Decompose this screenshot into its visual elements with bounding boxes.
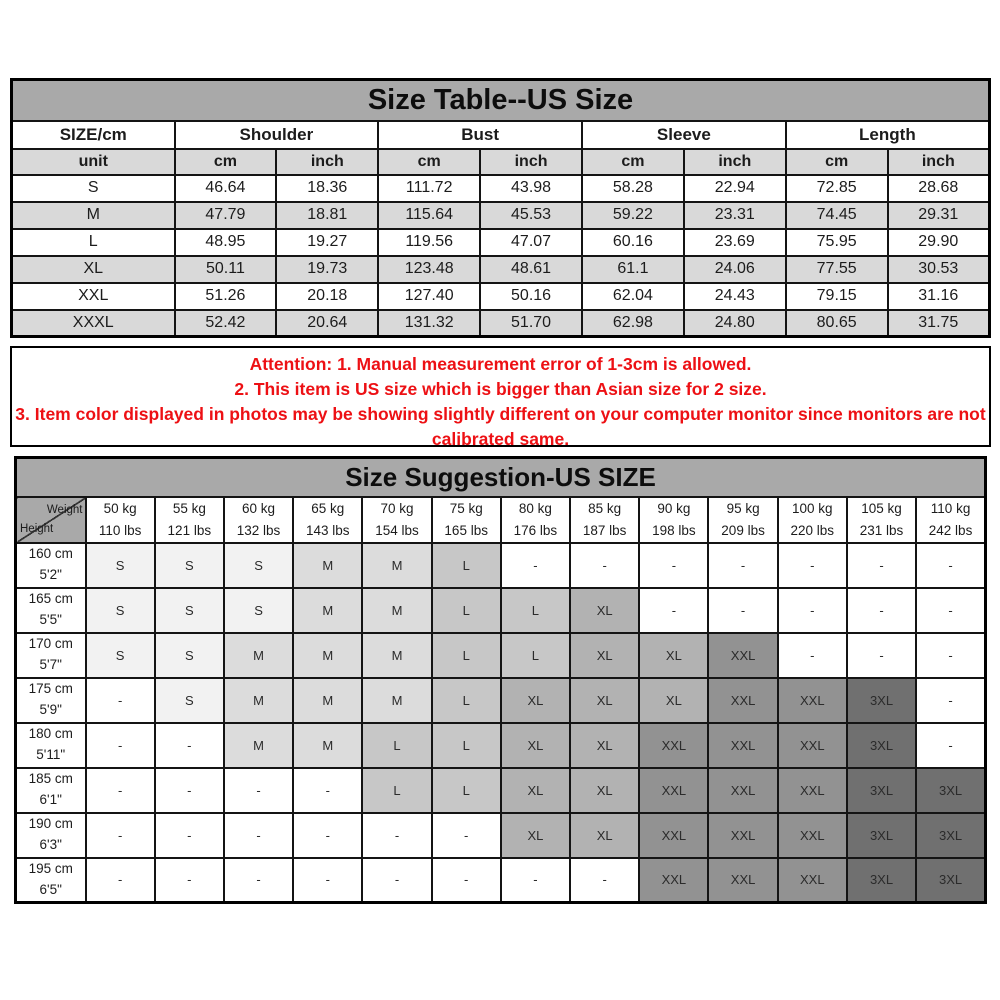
suggested-size-cell: XL — [570, 768, 639, 813]
unit-inch: inch — [480, 149, 582, 175]
size-row-xl — [12, 256, 990, 283]
column-group-length: Length — [786, 121, 990, 149]
measurement-cell: 59.22 — [582, 202, 684, 229]
size-suggestion-table — [14, 456, 987, 904]
empty-cell: - — [916, 588, 985, 633]
size-label: M — [12, 202, 175, 229]
measurement-cell: 24.43 — [684, 283, 786, 310]
height-ft: 5'2" — [39, 567, 62, 582]
weight-header-cell — [224, 497, 293, 543]
height-ft: 5'11" — [36, 747, 66, 762]
empty-cell: - — [916, 678, 985, 723]
measurement-cell: 24.06 — [684, 256, 786, 283]
size-row-xxxl — [12, 310, 990, 337]
weight-kg: 60 kg — [242, 500, 276, 516]
height-row-170 — [16, 633, 986, 678]
size-column-header: SIZE/cm — [12, 121, 175, 149]
suggested-size-cell: L — [432, 678, 501, 723]
empty-cell: - — [639, 543, 708, 588]
measurement-cell: 115.64 — [378, 202, 480, 229]
measurement-cell: 52.42 — [175, 310, 277, 337]
weight-lbs: 143 lbs — [305, 522, 350, 538]
size-label: L — [12, 229, 175, 256]
empty-cell: - — [224, 813, 293, 858]
empty-cell: - — [778, 543, 847, 588]
measurement-cell: 43.98 — [480, 175, 582, 202]
weight-header-cell — [432, 497, 501, 543]
suggested-size-cell: XXL — [708, 678, 777, 723]
empty-cell: - — [362, 858, 431, 903]
empty-cell: - — [432, 858, 501, 903]
suggested-size-cell: M — [293, 678, 362, 723]
measurement-cell: 48.61 — [480, 256, 582, 283]
measurement-cell: 20.64 — [276, 310, 378, 337]
weight-header-cell — [86, 497, 155, 543]
suggested-size-cell: S — [86, 588, 155, 633]
suggested-size-cell: M — [293, 588, 362, 633]
empty-cell: - — [155, 768, 224, 813]
measurement-cell: 127.40 — [378, 283, 480, 310]
column-group-sleeve: Sleeve — [582, 121, 786, 149]
suggested-size-cell: XXL — [639, 768, 708, 813]
suggested-size-cell: XXL — [778, 813, 847, 858]
weight-kg: 110 kg — [930, 500, 971, 516]
weight-lbs: 132 lbs — [236, 522, 281, 538]
suggested-size-cell: L — [432, 723, 501, 768]
empty-cell: - — [224, 768, 293, 813]
size-table-header-row — [12, 121, 990, 149]
unit-cm: cm — [786, 149, 888, 175]
suggested-size-cell: 3XL — [916, 858, 985, 903]
height-row-165 — [16, 588, 986, 633]
empty-cell: - — [86, 768, 155, 813]
size-row-l — [12, 229, 990, 256]
measurement-cell: 23.69 — [684, 229, 786, 256]
measurement-cell: 47.07 — [480, 229, 582, 256]
suggested-size-cell: 3XL — [847, 723, 916, 768]
weight-header-cell — [155, 497, 224, 543]
suggested-size-cell: 3XL — [847, 768, 916, 813]
empty-cell: - — [432, 813, 501, 858]
attention-line-2: 2. This item is US size which is bigger than Asian size for 2 size. — [234, 379, 767, 399]
measurement-cell: 31.16 — [888, 283, 990, 310]
attention-line-3: 3. Item color displayed in photos may be showing slightly different on your computer monitor since monitors are not calibrated same. — [15, 404, 986, 449]
suggested-size-cell: XL — [501, 768, 570, 813]
measurement-cell: 62.04 — [582, 283, 684, 310]
height-cm: 185 cm — [28, 771, 73, 787]
suggested-size-cell: XXL — [778, 723, 847, 768]
weight-kg: 100 kg — [792, 500, 833, 516]
measurement-cell: 24.80 — [684, 310, 786, 337]
height-ft: 6'3" — [39, 837, 62, 852]
suggested-size-cell: S — [224, 588, 293, 633]
measurement-cell: 23.31 — [684, 202, 786, 229]
attention-note — [10, 346, 991, 447]
suggested-size-cell: M — [362, 633, 431, 678]
suggested-size-cell: 3XL — [847, 678, 916, 723]
unit-cm: cm — [175, 149, 277, 175]
measurement-cell: 51.70 — [480, 310, 582, 337]
size-table — [10, 78, 991, 338]
measurement-cell: 58.28 — [582, 175, 684, 202]
empty-cell: - — [570, 543, 639, 588]
weight-header-row — [16, 497, 986, 543]
suggested-size-cell: 3XL — [847, 813, 916, 858]
weight-lbs: 110 lbs — [98, 522, 142, 538]
measurement-cell: 74.45 — [786, 202, 888, 229]
size-row-m — [12, 202, 990, 229]
height-cm: 190 cm — [28, 816, 73, 832]
attention-line-1: Attention: 1. Manual measurement error of 1-3cm is allowed. — [249, 354, 752, 374]
suggested-size-cell: XXL — [778, 678, 847, 723]
measurement-cell: 29.90 — [888, 229, 990, 256]
measurement-cell: 30.53 — [888, 256, 990, 283]
suggested-size-cell: S — [86, 633, 155, 678]
measurement-cell: 50.16 — [480, 283, 582, 310]
unit-cm: cm — [378, 149, 480, 175]
unit-inch: inch — [276, 149, 378, 175]
height-ft: 5'9" — [39, 702, 62, 717]
suggested-size-cell: S — [224, 543, 293, 588]
height-ft: 5'5" — [39, 612, 62, 627]
height-label — [16, 678, 86, 723]
size-table-title-row — [12, 80, 990, 121]
weight-header-cell — [778, 497, 847, 543]
height-row-180 — [16, 723, 986, 768]
unit-inch: inch — [888, 149, 990, 175]
suggested-size-cell: XXL — [708, 723, 777, 768]
height-label — [16, 633, 86, 678]
weight-header-cell — [708, 497, 777, 543]
empty-cell: - — [224, 858, 293, 903]
empty-cell: - — [708, 588, 777, 633]
measurement-cell: 119.56 — [378, 229, 480, 256]
height-label — [16, 723, 86, 768]
size-label: XXL — [12, 283, 175, 310]
empty-cell: - — [293, 813, 362, 858]
weight-kg: 55 kg — [172, 500, 206, 516]
measurement-cell: 28.68 — [888, 175, 990, 202]
measurement-cell: 22.94 — [684, 175, 786, 202]
suggested-size-cell: XL — [570, 813, 639, 858]
weight-kg: 80 kg — [518, 500, 552, 516]
weight-lbs: 176 lbs — [513, 522, 558, 538]
height-label — [16, 813, 86, 858]
suggested-size-cell: 3XL — [847, 858, 916, 903]
measurement-cell: 111.72 — [378, 175, 480, 202]
suggested-size-cell: XL — [570, 678, 639, 723]
empty-cell: - — [570, 858, 639, 903]
measurement-cell: 79.15 — [786, 283, 888, 310]
height-label — [16, 588, 86, 633]
empty-cell: - — [778, 588, 847, 633]
height-row-175 — [16, 678, 986, 723]
measurement-cell: 47.79 — [175, 202, 277, 229]
weight-header-cell — [501, 497, 570, 543]
empty-cell: - — [916, 723, 985, 768]
weight-kg: 50 kg — [103, 500, 137, 516]
suggested-size-cell: S — [155, 678, 224, 723]
height-cm: 195 cm — [28, 860, 73, 876]
suggested-size-cell: XXL — [639, 858, 708, 903]
weight-lbs: 209 lbs — [721, 522, 765, 538]
height-ft: 6'5" — [39, 881, 62, 897]
suggested-size-cell: S — [86, 543, 155, 588]
height-label — [16, 858, 86, 903]
suggested-size-cell: M — [293, 543, 362, 588]
suggested-size-cell: XXL — [639, 723, 708, 768]
measurement-cell: 61.1 — [582, 256, 684, 283]
suggested-size-cell: M — [224, 678, 293, 723]
unit-label: unit — [12, 149, 175, 175]
suggested-size-cell: L — [432, 588, 501, 633]
empty-cell: - — [86, 813, 155, 858]
suggested-size-cell: XXL — [778, 858, 847, 903]
suggested-size-cell: L — [501, 588, 570, 633]
height-row-195 — [16, 858, 986, 903]
measurement-cell: 50.11 — [175, 256, 277, 283]
empty-cell: - — [86, 723, 155, 768]
empty-cell: - — [639, 588, 708, 633]
suggested-size-cell: XXL — [778, 768, 847, 813]
empty-cell: - — [362, 813, 431, 858]
suggested-size-cell: XL — [639, 678, 708, 723]
column-group-bust: Bust — [378, 121, 582, 149]
measurement-cell: 131.32 — [378, 310, 480, 337]
suggested-size-cell: M — [224, 633, 293, 678]
weight-kg: 75 kg — [449, 500, 483, 516]
empty-cell: - — [847, 588, 916, 633]
measurement-cell: 80.65 — [786, 310, 888, 337]
weight-header-cell — [570, 497, 639, 543]
measurement-cell: 72.85 — [786, 175, 888, 202]
unit-inch: inch — [684, 149, 786, 175]
weight-header-cell — [293, 497, 362, 543]
empty-cell: - — [293, 768, 362, 813]
height-row-160 — [16, 543, 986, 588]
weight-header-cell — [362, 497, 431, 543]
empty-cell: - — [501, 543, 570, 588]
corner-height-label: Height — [20, 523, 54, 536]
weight-lbs: 121 lbs — [167, 522, 212, 538]
empty-cell: - — [155, 813, 224, 858]
measurement-cell: 20.18 — [276, 283, 378, 310]
corner-weight-label: Weight — [46, 503, 83, 516]
measurement-cell: 62.98 — [582, 310, 684, 337]
suggested-size-cell: S — [155, 588, 224, 633]
measurement-cell: 19.73 — [276, 256, 378, 283]
suggested-size-cell: M — [362, 543, 431, 588]
weight-kg: 105 kg — [861, 500, 902, 516]
suggested-size-cell: XXL — [708, 633, 777, 678]
height-ft: 5'7" — [39, 657, 62, 672]
suggested-size-cell: XL — [501, 813, 570, 858]
weight-lbs: 154 lbs — [375, 522, 419, 538]
empty-cell: - — [916, 543, 985, 588]
unit-row — [12, 149, 990, 175]
empty-cell: - — [847, 543, 916, 588]
weight-lbs: 187 lbs — [582, 522, 627, 538]
empty-cell: - — [916, 633, 985, 678]
suggested-size-cell: M — [293, 723, 362, 768]
suggested-size-cell: M — [224, 723, 293, 768]
height-cm: 180 cm — [28, 726, 73, 742]
weight-lbs: 242 lbs — [928, 522, 973, 538]
measurement-cell: 60.16 — [582, 229, 684, 256]
suggested-size-cell: S — [155, 633, 224, 678]
suggested-size-cell: L — [432, 633, 501, 678]
weight-kg: 65 kg — [311, 500, 345, 516]
suggested-size-cell: XL — [639, 633, 708, 678]
measurement-cell: 77.55 — [786, 256, 888, 283]
size-table-title: Size Table--US Size — [12, 80, 990, 121]
measurement-cell: 75.95 — [786, 229, 888, 256]
suggested-size-cell: XXL — [708, 768, 777, 813]
size-label: XL — [12, 256, 175, 283]
measurement-cell: 18.81 — [276, 202, 378, 229]
weight-header-cell — [847, 497, 916, 543]
empty-cell: - — [778, 633, 847, 678]
suggested-size-cell: L — [501, 633, 570, 678]
suggested-size-cell: XXL — [708, 813, 777, 858]
empty-cell: - — [155, 858, 224, 903]
size-suggestion-title: Size Suggestion-US SIZE — [16, 458, 986, 497]
suggested-size-cell: M — [293, 633, 362, 678]
weight-height-corner-cell — [16, 497, 86, 543]
empty-cell: - — [155, 723, 224, 768]
suggested-size-cell: M — [362, 588, 431, 633]
weight-kg: 85 kg — [588, 500, 622, 516]
measurement-cell: 51.26 — [175, 283, 277, 310]
measurement-cell: 46.64 — [175, 175, 277, 202]
size-row-xxl — [12, 283, 990, 310]
weight-kg: 70 kg — [380, 500, 414, 516]
empty-cell: - — [847, 633, 916, 678]
weight-lbs: 220 lbs — [790, 522, 835, 538]
size-label: XXXL — [12, 310, 175, 337]
measurement-cell: 48.95 — [175, 229, 277, 256]
empty-cell: - — [86, 678, 155, 723]
suggested-size-cell: XL — [501, 723, 570, 768]
suggested-size-cell: XL — [570, 723, 639, 768]
unit-cm: cm — [582, 149, 684, 175]
empty-cell: - — [501, 858, 570, 903]
suggested-size-cell: 3XL — [916, 813, 985, 858]
suggested-size-cell: XXL — [639, 813, 708, 858]
measurement-cell: 123.48 — [378, 256, 480, 283]
suggested-size-cell: 3XL — [916, 768, 985, 813]
height-row-190 — [16, 813, 986, 858]
weight-header-cell — [916, 497, 985, 543]
suggested-size-cell: XXL — [708, 858, 777, 903]
height-row-185 — [16, 768, 986, 813]
measurement-cell: 19.27 — [276, 229, 378, 256]
height-cm: 175 cm — [28, 681, 73, 697]
weight-lbs: 198 lbs — [652, 522, 696, 538]
height-cm: 165 cm — [28, 591, 73, 607]
measurement-cell: 29.31 — [888, 202, 990, 229]
weight-lbs: 231 lbs — [859, 522, 904, 538]
suggested-size-cell: XL — [501, 678, 570, 723]
suggested-size-cell: L — [432, 543, 501, 588]
empty-cell: - — [293, 858, 362, 903]
height-label — [16, 543, 86, 588]
suggested-size-cell: L — [362, 768, 431, 813]
suggested-size-cell: XL — [570, 588, 639, 633]
suggested-size-cell: L — [362, 723, 431, 768]
size-row-s — [12, 175, 990, 202]
weight-kg: 90 kg — [657, 500, 691, 516]
height-cm: 170 cm — [28, 636, 73, 652]
empty-cell: - — [86, 858, 155, 903]
column-group-shoulder: Shoulder — [175, 121, 379, 149]
suggested-size-cell: L — [432, 768, 501, 813]
measurement-cell: 31.75 — [888, 310, 990, 337]
suggested-size-cell: XL — [570, 633, 639, 678]
weight-header-cell — [639, 497, 708, 543]
suggested-size-cell: S — [155, 543, 224, 588]
suggested-size-cell: M — [362, 678, 431, 723]
empty-cell: - — [708, 543, 777, 588]
height-label — [16, 768, 86, 813]
size-label: S — [12, 175, 175, 202]
height-cm: 160 cm — [28, 546, 73, 562]
weight-kg: 95 kg — [726, 500, 760, 516]
height-ft: 6'1" — [39, 792, 62, 807]
measurement-cell: 45.53 — [480, 202, 582, 229]
measurement-cell: 18.36 — [276, 175, 378, 202]
weight-lbs: 165 lbs — [444, 522, 488, 538]
size-suggestion-title-row — [16, 458, 986, 497]
